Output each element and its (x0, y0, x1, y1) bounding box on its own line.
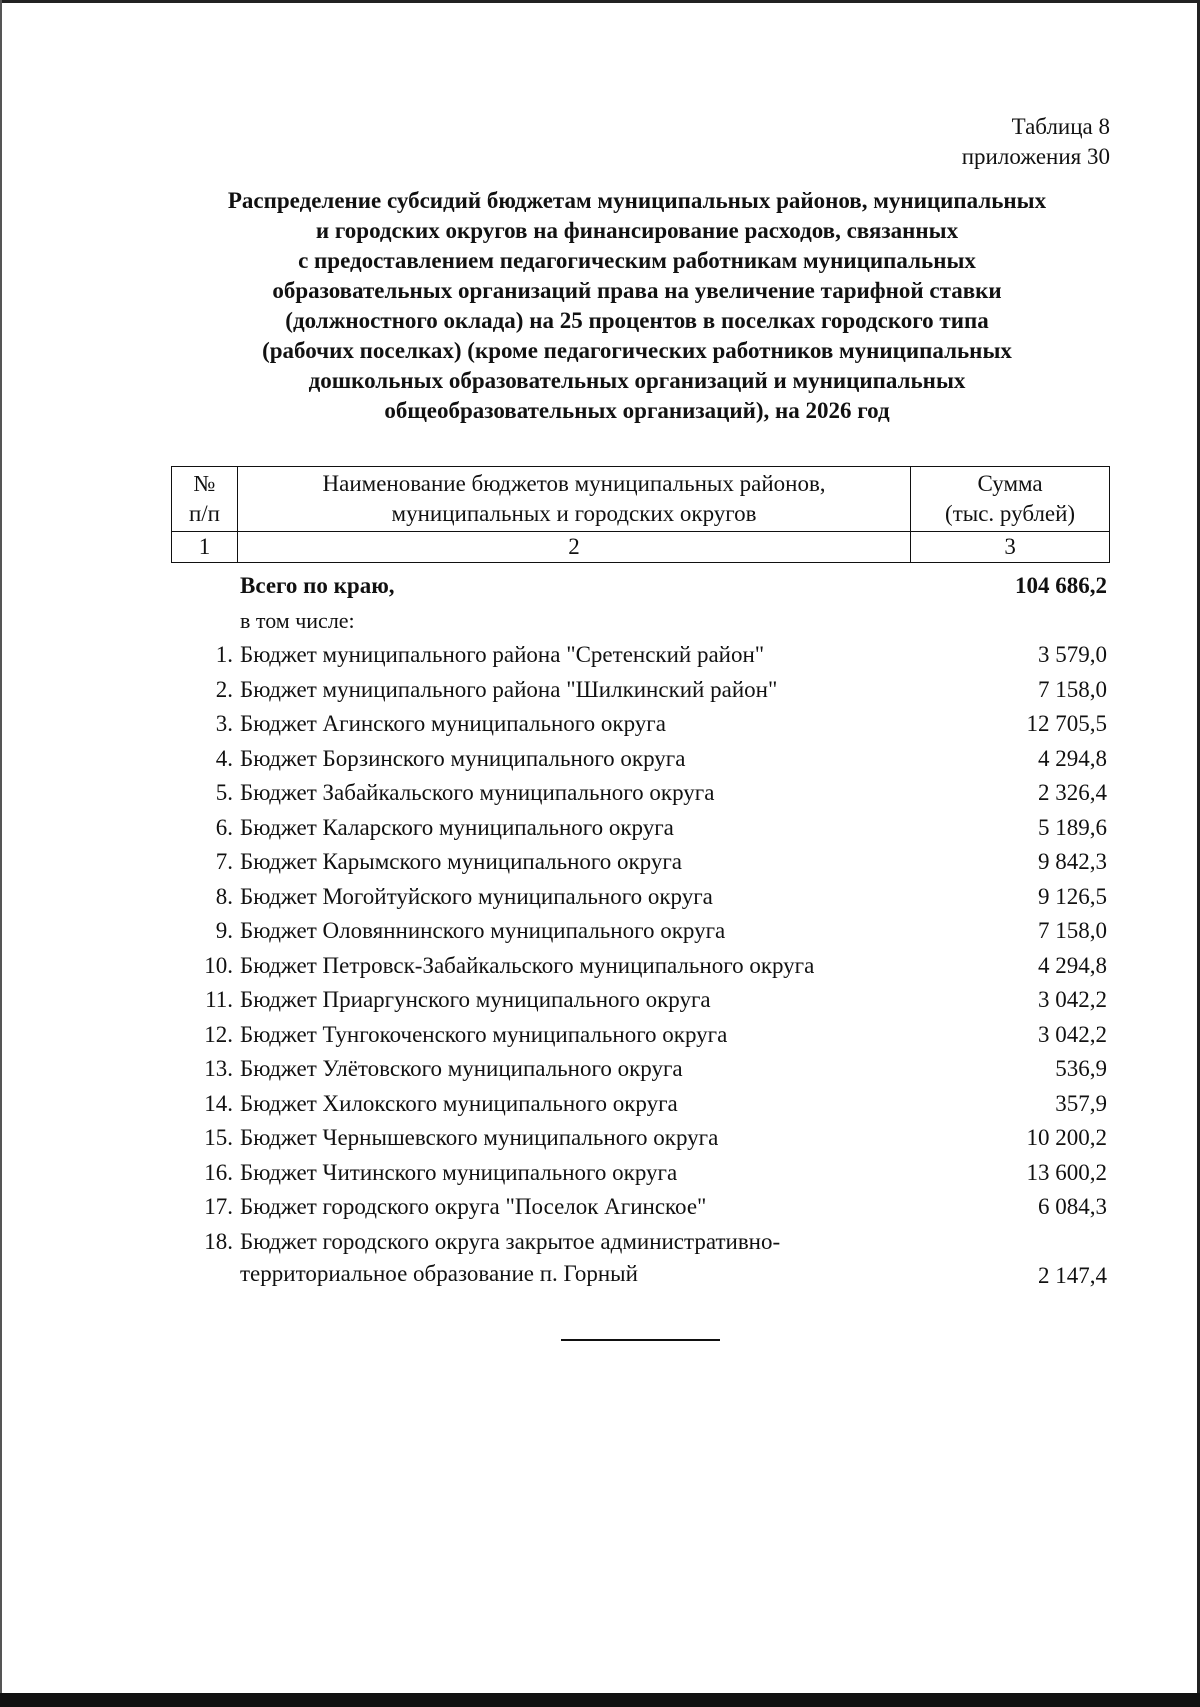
title-line: общеобразовательных организаций), на 2026 год (384, 398, 890, 423)
table-row (171, 881, 1110, 916)
row-sum: 10 200,2 (1026, 1125, 1107, 1150)
row-number: 16. (204, 1159, 233, 1185)
table-row (171, 1019, 1110, 1054)
row-number: 3. (215, 711, 233, 736)
row-sum-value: 2 147,4 (1038, 1263, 1107, 1288)
row-number: 1. (215, 642, 233, 667)
row-name: Бюджет Оловяннинского муниципального округа (240, 918, 726, 943)
row-name: Бюджет Приаргунского муниципального округа (240, 987, 711, 1012)
row-number: 12. (204, 1021, 233, 1047)
table-row (171, 777, 1110, 812)
table-row (171, 846, 1110, 881)
table-row (171, 674, 1110, 709)
table-row (171, 743, 1110, 778)
row-sum: 4 294,8 (1038, 745, 1107, 771)
title-line: и городских округов на финансирование расходов, связанных (315, 218, 959, 243)
header-number-line2: п/п (188, 501, 220, 526)
table-row (171, 1088, 1110, 1123)
total-value: 104 686,2 (1015, 573, 1107, 598)
row-name: Бюджет Улётовского муниципального округа (240, 1056, 683, 1081)
row-name: Бюджет Тунгокоченского муниципального округа (240, 1021, 728, 1047)
header-sum (911, 467, 1110, 532)
title-line: (рабочих поселках) (кроме педагогических работников муниципальных (262, 338, 1012, 363)
row-number: 10. (204, 952, 233, 978)
row-sum: 12 705,5 (1026, 711, 1107, 736)
scan-border-bottom (0, 1693, 1200, 1707)
row-name: Бюджет Карымского муниципального округа (240, 849, 683, 874)
total-label: Всего по краю, (240, 573, 395, 598)
row-sum: 7 158,0 (1038, 676, 1107, 702)
row-name: Бюджет муниципального района "Сретенский район" (240, 642, 765, 667)
header-name-line2: муниципальных и городских округов (391, 501, 757, 526)
subtotal-row (171, 605, 1110, 640)
row-sum: 6 084,3 (1038, 1194, 1107, 1219)
scan-border-top (0, 0, 1200, 3)
row-name: Бюджет Агинского муниципального округа (240, 711, 666, 736)
row-name: Бюджет Петровск-Забайкальского муниципального округа (240, 952, 815, 978)
table-row (171, 915, 1110, 950)
table-body (171, 570, 1110, 1295)
row-name: Бюджет Чернышевского муниципального округа (240, 1125, 719, 1150)
row-number: 9. (215, 918, 233, 943)
row-sum: 4 294,8 (1038, 952, 1107, 978)
row-name: Бюджет городского округа "Поселок Агинское" (240, 1194, 707, 1219)
row-name: Бюджет Читинского муниципального округа (240, 1159, 678, 1185)
row-number: 2. (215, 676, 233, 702)
row-sum: 3 042,2 (1038, 987, 1107, 1012)
table-row (171, 1157, 1110, 1192)
row-sum: 5 189,6 (1038, 814, 1107, 840)
row-name: Бюджет Могойтуйского муниципального округа (240, 883, 713, 909)
row-number: 15. (204, 1125, 233, 1150)
row-sum: 2 326,4 (1038, 780, 1107, 805)
row-name: Бюджет Каларского муниципального округа (240, 814, 674, 840)
table-row (171, 708, 1110, 743)
row-number: 14. (204, 1090, 233, 1116)
row-sum: 357,9 (1055, 1090, 1107, 1116)
table-row (171, 1226, 1110, 1295)
table-header (171, 466, 1110, 563)
row-number: 8. (215, 883, 233, 909)
row-name-line2: территориальное образование п. Горный (240, 1260, 638, 1286)
header-number (172, 467, 238, 532)
table-row (171, 984, 1110, 1019)
header-number-line1: № (193, 471, 216, 496)
document-title (160, 186, 1114, 426)
row-name: Бюджет Борзинского муниципального округа (240, 745, 686, 771)
row-name-line1: Бюджет городского округа закрытое административно- (240, 1228, 781, 1254)
row-number: 13. (204, 1056, 233, 1081)
table-caption (962, 112, 1110, 172)
header-name (237, 467, 910, 532)
row-number: 4. (215, 745, 233, 771)
title-line: с предоставлением педагогическим работникам муниципальных (298, 248, 976, 273)
table-row (171, 1191, 1110, 1226)
table-row (171, 812, 1110, 847)
row-number: 6. (215, 814, 233, 840)
row-number: 5. (215, 780, 233, 805)
row-sum: 3 042,2 (1038, 1021, 1107, 1047)
total-row (171, 570, 1110, 605)
caption-appendix: приложения 30 (961, 144, 1110, 169)
row-sum: 13 600,2 (1026, 1159, 1107, 1185)
header-sum-line2: (тыс. рублей) (945, 501, 1076, 526)
row-sum: 9 842,3 (1038, 849, 1107, 874)
row-number: 17. (204, 1194, 233, 1219)
title-line: (должностного оклада) на 25 процентов в поселках городского типа (285, 308, 989, 333)
end-separator-line (561, 1339, 720, 1341)
column-number-2: 2 (237, 532, 910, 563)
row-name: Бюджет Хилокского муниципального округа (240, 1090, 678, 1116)
header-sum-line1: Сумма (977, 471, 1043, 496)
row-name: Бюджет муниципального района "Шилкинский район" (240, 676, 778, 702)
table-row (171, 1053, 1110, 1088)
row-name (237, 1226, 925, 1290)
column-number-1: 1 (172, 532, 238, 563)
row-name: Бюджет Забайкальского муниципального округа (240, 780, 715, 805)
row-number: 7. (215, 849, 233, 874)
row-sum: 536,9 (1055, 1056, 1107, 1081)
scan-border-left (0, 0, 2, 1707)
caption-table-number: Таблица 8 (1011, 114, 1110, 139)
row-number: 18. (204, 1228, 233, 1254)
row-sum: 9 126,5 (1038, 883, 1107, 909)
header-name-line1: Наименование бюджетов муниципальных районов, (322, 471, 826, 496)
subtotal-label: в том числе: (240, 607, 355, 633)
row-sum: 3 579,0 (1038, 642, 1107, 667)
row-sum (925, 1226, 1110, 1293)
table-row (171, 1122, 1110, 1157)
row-number: 11. (205, 987, 233, 1012)
title-line: образовательных организаций права на увеличение тарифной ставки (272, 278, 1002, 303)
table-row (171, 639, 1110, 674)
column-number-3: 3 (911, 532, 1110, 563)
table-row (171, 950, 1110, 985)
title-line: Распределение субсидий бюджетам муниципальных районов, муниципальных (227, 188, 1047, 213)
row-sum: 7 158,0 (1038, 918, 1107, 943)
title-line: дошкольных образовательных организаций и муниципальных (308, 368, 966, 393)
